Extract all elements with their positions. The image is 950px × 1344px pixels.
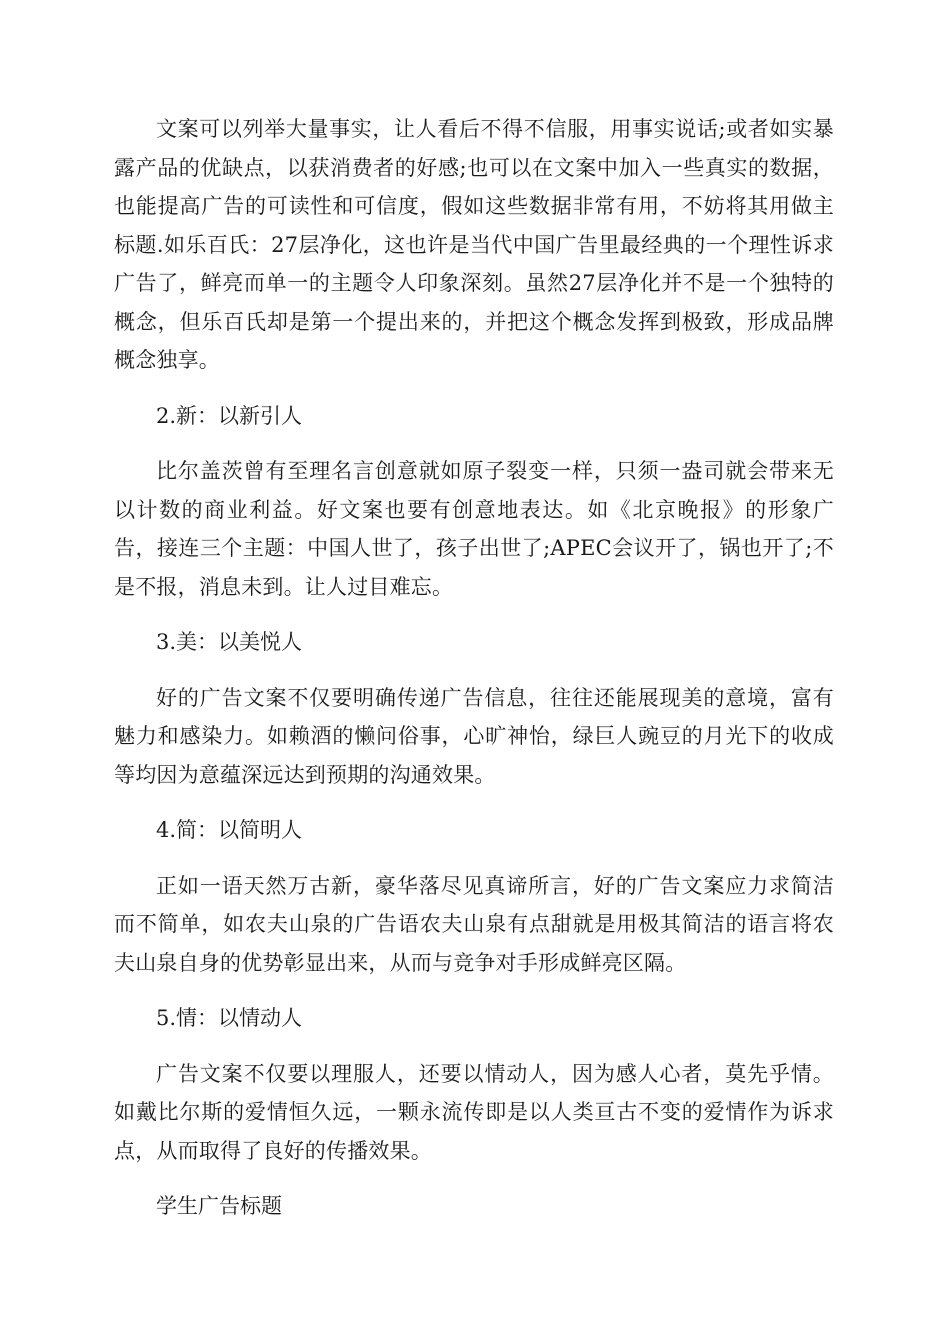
paragraph-beauty: 好的广告文案不仅要明确传递广告信息，往往还能展现美的意境，富有魅力和感染力。如赖酒的懒问俗事，心旷神怡，绿巨人豌豆的月光下的收成等均因为意蕴深远达到预期的沟通效果。: [114, 685, 834, 787]
heading-emotion: 5.情：以情动人: [156, 1006, 303, 1030]
heading-student-ad-titles: 学生广告标题: [156, 1194, 282, 1218]
paragraph-novelty: 比尔盖茨曾有至理名言创意就如原子裂变一样，只须一盎司就会带来无以计数的商业利益。好文案也要有创意地表达。如《北京晚报》的形象广告，接连三个主题：中国人世了，孩子出世了;APEC会议开了，锅也开了;不是不报，消息未到。让人过目难忘。: [114, 459, 834, 599]
paragraph-fact-appeal: 文案可以列举大量事实，让人看后不得不信服，用事实说话;或者如实暴露产品的优缺点，以获消费者的好感;也可以在文案中加入一些真实的数据，也能提高广告的可读性和可信度，假如这些数据非常有用，不妨将其用做主标题.如乐百氏：27层净化，这也许是当代中国广告里最经典的一个理性诉求广告了，鲜亮而单一的主题令人印象深刻。虽然27层净化并不是一个独特的概念，但乐百氏却是第一个提出来的，并把这个概念发挥到极致，形成品牌概念独享。: [114, 117, 834, 372]
heading-simplicity: 4.简：以简明人: [156, 818, 303, 842]
heading-beauty: 3.美：以美悦人: [156, 630, 303, 654]
heading-novelty: 2.新：以新引人: [156, 403, 303, 428]
paragraph-emotion: 广告文案不仅要以理服人，还要以情动人，因为感人心者，莫先乎情。如戴比尔斯的爱情恒久远，一颗永流传即是以人类亘古不变的爱情作为诉求点，从而取得了良好的传播效果。: [114, 1061, 834, 1163]
paragraph-simplicity: 正如一语天然万古新，豪华落尽见真谛所言，好的广告文案应力求简洁而不简单，如农夫山泉的广告语农夫山泉有点甜就是用极其简洁的语言将农夫山泉自身的优势彰显出来，从而与竞争对手形成鲜亮区隔。: [114, 873, 834, 975]
document-page: [114, 110, 834, 1243]
